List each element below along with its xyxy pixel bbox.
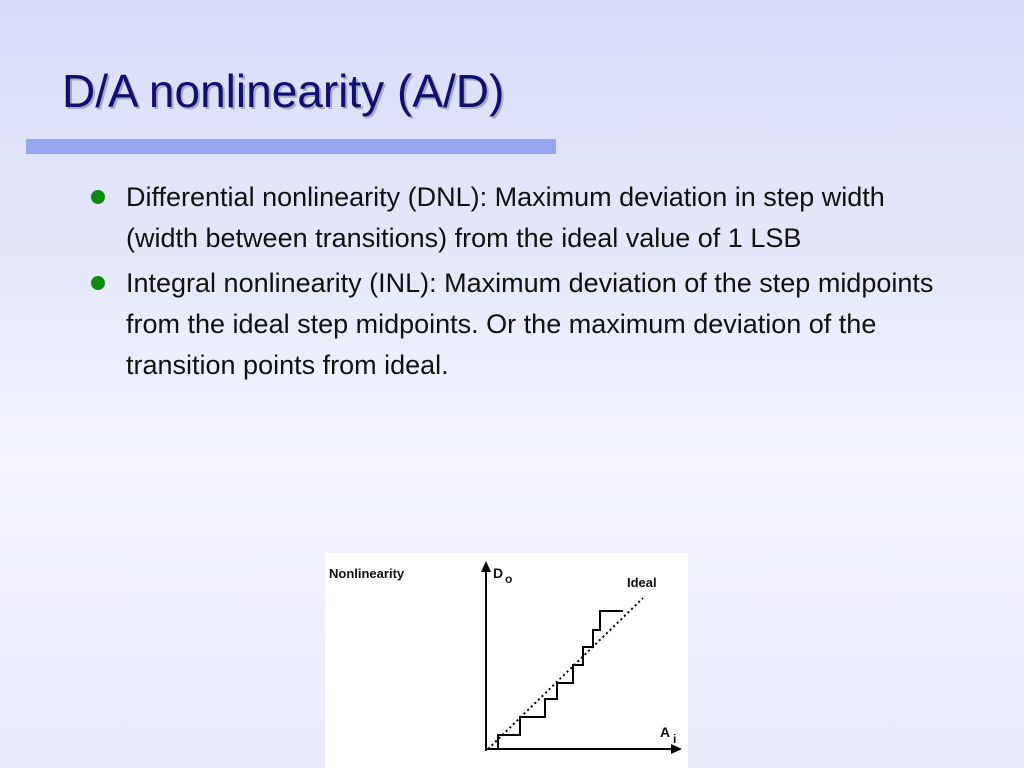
nonlinearity-figure <box>325 553 688 768</box>
x-axis-subscript: i <box>673 732 677 746</box>
nonlinearity-diagram <box>325 553 688 768</box>
bullet-dot-icon <box>91 190 105 204</box>
y-axis-subscript: o <box>505 572 513 586</box>
ideal-line <box>488 598 643 749</box>
bullet-text-dnl: Differential nonlinearity (DNL): Maximum deviation in step width (width between transitions) from the ideal value of 1 LSB <box>126 182 885 253</box>
bullet-dot-icon <box>91 276 105 290</box>
title-underline-bar <box>26 139 556 154</box>
bullet-item-dnl <box>88 177 948 259</box>
y-axis-label: D <box>493 565 504 581</box>
bullet-text-inl: Integral nonlinearity (INL): Maximum deviation of the step midpoints from the ideal step midpoints. Or the maximum deviation of the transition points from ideal. <box>126 268 934 380</box>
ideal-label: Ideal <box>627 575 657 590</box>
staircase-transfer-line <box>486 611 623 749</box>
x-axis-label: A <box>660 724 671 740</box>
bullet-item-inl <box>88 263 948 386</box>
y-axis-arrow-icon <box>481 561 491 572</box>
slide-title: D/A nonlinearity (A/D) <box>62 65 505 117</box>
bullet-list <box>88 177 948 390</box>
figure-label: Nonlinearity <box>329 566 405 581</box>
